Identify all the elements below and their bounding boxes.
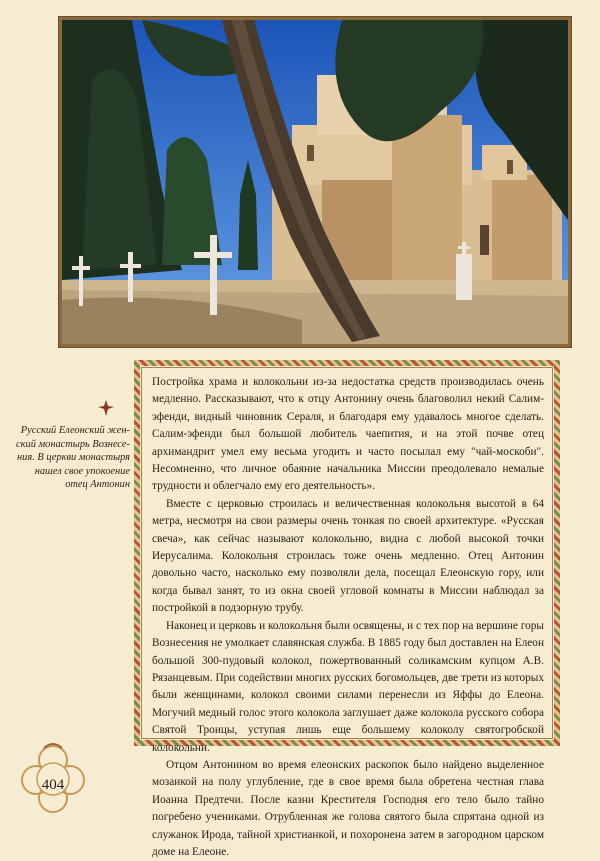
photo-frame	[58, 16, 572, 348]
paragraph-2: Вместе с церковью строилась и величественная колокольня высотой в 64 метра, несмотря на свои размеры очень тонкая по своей архитектуре. «Русская свеча», как сейчас называют колокольню, видна с любой высокой точки Иерусалима. Колокольня строилась тоже очень медленно. Отец Антонин довольно часто, насколько ему позволяли дела, посещал Елеонскую гору, или когда бывал занят, то из окна своей угловой комнаты в Миссии наблюдал за постройкой в подзорную трубу.	[152, 497, 544, 615]
text-panel	[134, 360, 560, 858]
paragraph-1: Постройка храма и колокольни из-за недостатка средств производилась очень медленно. Рассказывают, что к отцу Антонину очень благоволил некий Салим-эфенди, видный чиновник Сераля, и благодаря ему удавалось многое сделать. Салим-эфенди был большой любитель чаепития, и на этой почве отец архимандрит умел ему весьма угодить и часто посылал ему "чай-москоби". Несомненно, что личное обаяние начальника Миссии преодолевало немалые трудности и облегчало ему его деятельность».	[152, 376, 544, 493]
paragraph-4: Отцом Антонином во время елеонских раскопок было найдено выделенное мозаикой на полу углубление, где в свое время была обретена честная глава Иоанна Предтечи. После казни Крестителя Господня его тело было тайно погребено учениками. Отрубленная же голова святого была спрятана одной из служанок Ирода, тайной христианкой, и похоронена затем в загородном царском доме на Елеоне.	[152, 758, 544, 858]
fleur-ornament-icon	[96, 398, 116, 418]
monastery-photo	[62, 20, 568, 344]
page-number: 404	[41, 777, 65, 793]
photo-caption: Русский Елеонский женский монастырь Вознесения. В церкви монастыря нашел свое упокоение отец Антонин	[16, 425, 130, 491]
paragraph-3: Наконец и церковь и колокольня были освящены, и с тех пор на вершине горы Вознесения не умолкает славянская служба. В 1885 году был доставлен на Елеон большой 300-пудовый колокол, пожертвованный соликамским купцом А.В. Рязанцевым. При содействии многих русских богомольцев, две трети из которых были женщинами, колокол своими силами перенесли из Яффы до Елеона. Могучий медный голос этого колокола заглушает даже колокола русского собора Святой Троицы, уступая лишь еще большему колоколу святогробской колокольни.	[152, 619, 544, 754]
